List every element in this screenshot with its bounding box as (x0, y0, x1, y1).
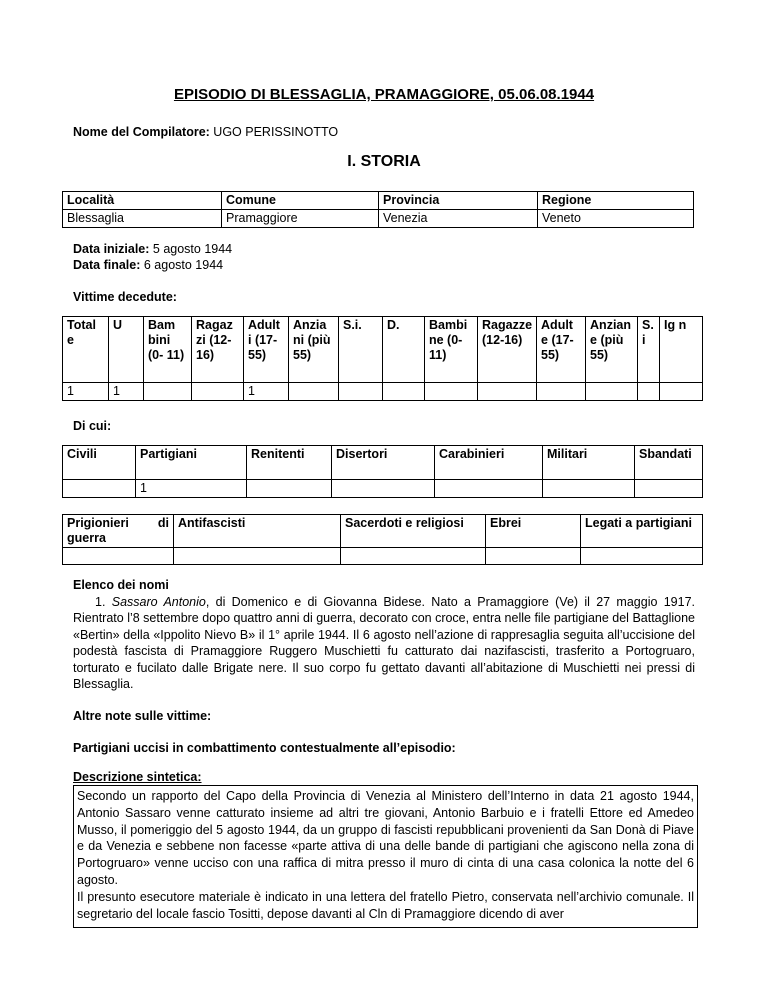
names-section (73, 577, 695, 693)
names-heading: Elenco dei nomi (73, 578, 169, 592)
victims-heading: Vittime decedute: (73, 290, 177, 304)
dicui-cell (435, 480, 543, 498)
victims-cell (425, 383, 478, 401)
victims-header: Ragaz zi (12- 16) (192, 317, 244, 383)
victims-cell (144, 383, 192, 401)
victims-cell (586, 383, 638, 401)
victims-header: S. i (638, 317, 660, 383)
description-heading: Descrizione sintetica: (73, 770, 202, 784)
victim-bio: , di Domenico e di Giovanna Bidese. Nato a Pramaggiore (Ve) il 27 maggio 1917. Rientrato l’8 settembre dopo quattro anni di guerra, decorato con croce, entra nelle file partigiane del Battaglione «Bertin» della «Ippolito Nievo B» il 1° aprile 1944. Il 6 agosto nell’azione di rappresaglia seguita all’uccisione del podestà fascista di Pramaggiore Ruggero Muschietti fu catturato dai nazifascisti, trasferito a Portogruaro, torturato e fucilato dalle Brigate nere. Il suo corpo fu gettato davanti all’abitazione di Muschietti nei pressi di Blessaglia. (73, 594, 695, 691)
victims-header: Adult e (17- 55) (537, 317, 586, 383)
victims-header: U (109, 317, 144, 383)
dicui-header: Sbandati (635, 446, 703, 480)
location-header: Provincia (379, 192, 538, 210)
section-title: I. STORIA (347, 153, 421, 170)
victims-header: Ragazze (12-16) (478, 317, 537, 383)
victims-header: Anzia ni (più 55) (289, 317, 339, 383)
victims-cell (537, 383, 586, 401)
compiler-line (73, 125, 338, 139)
description-paragraph: Il presunto esecutore materiale è indicato in una lettera del fratello Pietro, conservata nell’archivio comunale. Il segretario del locale fascio Tositti, depose davanti al Cln di Pramaggiore dicendo di aver (77, 889, 694, 921)
end-date-value: 6 agosto 1944 (140, 258, 224, 272)
victims-cell (339, 383, 383, 401)
location-cell: Blessaglia (63, 210, 222, 228)
victims-header: Bam bini (0- 11) (144, 317, 192, 383)
dicui-header: Partigiani (136, 446, 247, 480)
location-header: Comune (222, 192, 379, 210)
victims-table (62, 316, 703, 401)
location-cell: Venezia (379, 210, 538, 228)
dicui2-cell (63, 548, 174, 565)
other-notes-heading: Altre note sulle vittime: (73, 709, 212, 723)
dicui2-cell (581, 548, 703, 565)
victims-header: Adult i (17- 55) (244, 317, 289, 383)
dicui-header: Carabinieri (435, 446, 543, 480)
partisans-heading: Partigiani uccisi in combattimento contestualmente all’episodio: (73, 741, 456, 755)
location-cell: Pramaggiore (222, 210, 379, 228)
dicui2-header: Prigionieri di guerra (63, 515, 174, 548)
dicui-cell (332, 480, 435, 498)
dicui-cell: 1 (136, 480, 247, 498)
dicui2-header: Legati a partigiani (581, 515, 703, 548)
dicui-header: Disertori (332, 446, 435, 480)
victims-cell (192, 383, 244, 401)
victim-entry (73, 594, 695, 693)
victims-header: S.i. (339, 317, 383, 383)
victims-cell: 1 (109, 383, 144, 401)
dicui-cell (635, 480, 703, 498)
victim-number: 1. (95, 594, 106, 609)
end-date-line (73, 258, 223, 272)
dicui-table-1 (62, 445, 703, 498)
dicui2-cell (341, 548, 486, 565)
victims-header: D. (383, 317, 425, 383)
victims-header: Total e (63, 317, 109, 383)
location-header: Regione (538, 192, 694, 210)
start-date-value: 5 agosto 1944 (149, 242, 233, 256)
dicui-heading: Di cui: (73, 419, 112, 433)
victims-cell (289, 383, 339, 401)
dicui2-cell (486, 548, 581, 565)
start-date-label: Data iniziale: (73, 242, 150, 256)
location-cell: Veneto (538, 210, 694, 228)
dicui-cell (543, 480, 635, 498)
victims-header: Ig n (660, 317, 703, 383)
dicui2-header: Antifascisti (174, 515, 341, 548)
dicui-table-2 (62, 514, 703, 565)
victims-cell (638, 383, 660, 401)
location-header: Località (63, 192, 222, 210)
description-paragraph: Secondo un rapporto del Capo della Provincia di Venezia al Ministero dell’Interno in data 21 agosto 1944, Antonio Sassaro venne catturato insieme ad altri tre giovani, Antonio Barbuio e i fratelli Ettore ed Amedeo Musso, il pomeriggio del 5 agosto 1944, da un gruppo di fascisti repubblicani provenienti da San Donà di Piave e da Venezia e sebbene non facesse «parte attiva di una delle bande di partigiani che agiscono nella zona di Portogruaro» venne ucciso con una raffica di mitra presso il muro di cinta di una casa colonica la notte del 6 agosto. (77, 789, 694, 887)
dicui-header: Civili (63, 446, 136, 480)
victims-cell (660, 383, 703, 401)
start-date-line (73, 242, 232, 256)
dicui2-cell (174, 548, 341, 565)
victims-cell: 1 (63, 383, 109, 401)
dicui2-header: Sacerdoti e religiosi (341, 515, 486, 548)
victims-cell (478, 383, 537, 401)
description-box (73, 785, 698, 928)
document-title: EPISODIO DI BLESSAGLIA, PRAMAGGIORE, 05.06.08.1944 (173, 86, 595, 103)
victim-name: Sassaro Antonio (111, 594, 206, 609)
victims-header: Anzian e (più 55) (586, 317, 638, 383)
location-table (62, 191, 694, 228)
dicui-cell (247, 480, 332, 498)
dicui-header: Renitenti (247, 446, 332, 480)
dicui-header: Militari (543, 446, 635, 480)
end-date-label: Data finale: (73, 258, 141, 272)
compiler-value: UGO PERISSINOTTO (209, 125, 339, 139)
victims-header: Bambi ne (0- 11) (425, 317, 478, 383)
victims-cell: 1 (244, 383, 289, 401)
dicui2-header: Ebrei (486, 515, 581, 548)
compiler-label: Nome del Compilatore: (73, 125, 210, 139)
dicui-cell (63, 480, 136, 498)
victims-cell (383, 383, 425, 401)
